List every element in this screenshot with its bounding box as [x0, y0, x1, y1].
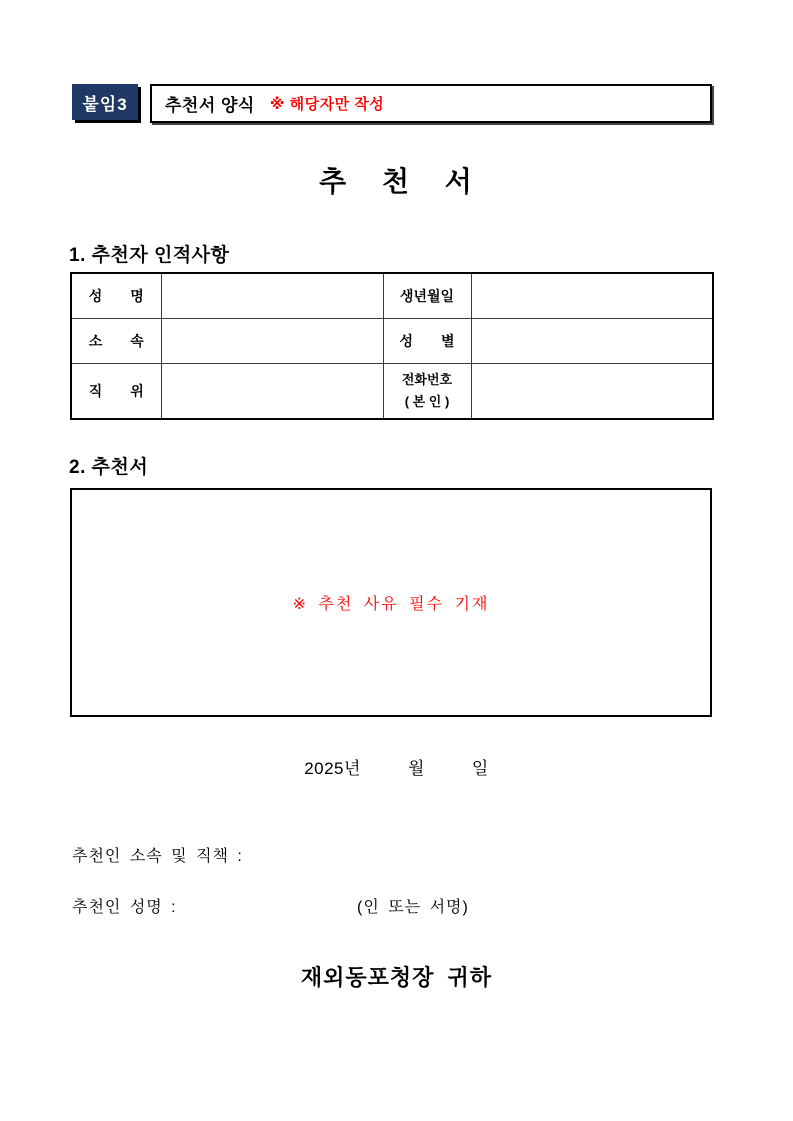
phone-label-line1: 전화번호	[401, 371, 453, 387]
recommender-affiliation-label: 추천인 소속 및 직책 :	[72, 848, 243, 865]
name-label: 성 명	[71, 273, 161, 318]
date-year: 2025년	[304, 759, 361, 778]
document-title: 추 천 서	[319, 166, 474, 197]
form-title: 추천서 양식	[165, 96, 255, 115]
recommender-affiliation-line	[72, 843, 712, 866]
phone-label-line2: ( 본 인 )	[404, 393, 450, 409]
date-day: 일	[471, 759, 489, 778]
date-month: 월	[407, 759, 425, 778]
phone-label	[383, 363, 471, 419]
position-field-cell[interactable]	[161, 363, 383, 419]
recommender-name-label: 추천인 성명 :	[72, 899, 177, 916]
form-note: ※ 해당자만 작성	[269, 96, 385, 113]
table-row	[71, 273, 713, 318]
phone-field-cell[interactable]	[471, 363, 713, 419]
addressee: 재외동포청장 귀하	[300, 965, 493, 990]
gender-label: 성 별	[383, 318, 471, 363]
section2-heading: 2. 추천서	[69, 457, 149, 478]
section1-heading: 1. 추천자 인적사항	[69, 245, 230, 266]
position-label: 직 위	[71, 363, 161, 419]
gender-field-cell[interactable]	[471, 318, 713, 363]
attachment-badge: 붙임3	[72, 84, 138, 120]
birthdate-field-cell[interactable]	[471, 273, 713, 318]
name-field-cell[interactable]	[161, 273, 383, 318]
reason-placeholder: ※ 추천 사유 필수 기재	[292, 596, 490, 613]
birthdate-label: 생년월일	[383, 273, 471, 318]
affiliation-label: 소 속	[71, 318, 161, 363]
table-row	[71, 318, 713, 363]
affiliation-field-cell[interactable]	[161, 318, 383, 363]
seal-or-signature-note: (인 또는 서명)	[357, 899, 469, 916]
recommender-name-line	[72, 894, 712, 917]
form-title-box	[150, 84, 712, 123]
recommendation-reason-box[interactable]	[70, 488, 712, 717]
header	[72, 84, 712, 123]
date-line	[0, 754, 793, 779]
table-row	[71, 363, 713, 419]
personal-info-table	[70, 272, 714, 420]
